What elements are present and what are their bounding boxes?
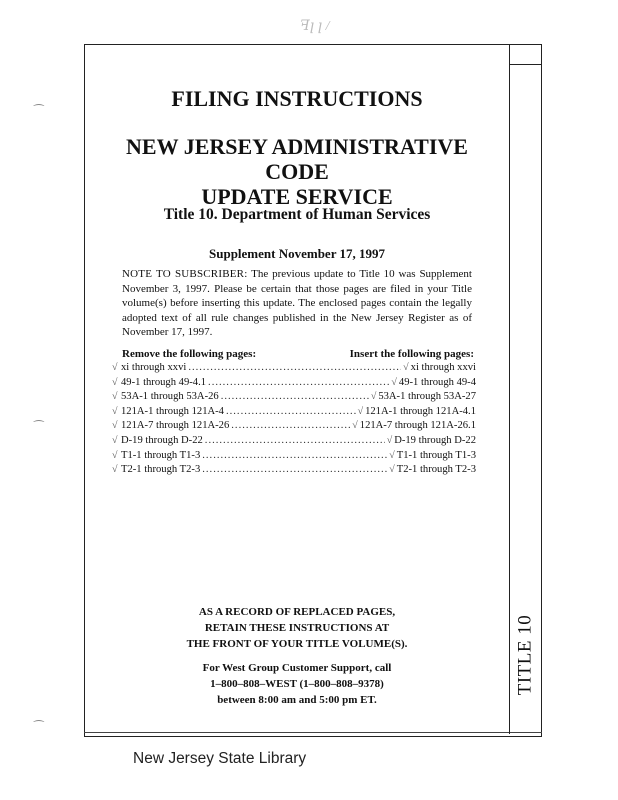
remove-pages: T1-1 through T1-3 xyxy=(121,449,201,461)
dot-leader xyxy=(188,361,401,376)
side-tab xyxy=(509,600,541,710)
supplement-date: Supplement November 17, 1997 xyxy=(209,246,385,261)
insert-pages: 121A-1 through 121A-4.1 xyxy=(365,405,476,417)
check-mark-icon: √ xyxy=(403,362,409,373)
insert-pages: xi through xxvi xyxy=(410,362,476,373)
check-mark-icon: √ xyxy=(389,464,395,476)
dot-leader xyxy=(208,376,389,391)
dot-leader xyxy=(202,449,387,464)
page-row xyxy=(112,463,476,478)
remove-pages: 121A-1 through 121A-4 xyxy=(121,405,224,417)
page-row xyxy=(112,376,476,391)
remove-header: Remove the following pages: xyxy=(122,348,257,360)
library-stamp: New Jersey State Library xyxy=(133,750,307,767)
page-row xyxy=(112,361,476,376)
code-title-line2: UPDATE SERVICE xyxy=(201,184,393,209)
note-label: NOTE TO SUBSCRIBER: xyxy=(122,268,248,280)
note-text: The previous update to Title 10 was Supplement November 3, 1997. Please be certain that those pages are filed in your Title volume(s) before inserting this update. The enclosed pages contain the legally adopted text of all rule changes published in the New Jersey Register as of November 17, 1997. xyxy=(122,268,472,338)
support-hours: between 8:00 am and 5:00 pm ET. xyxy=(217,694,377,706)
dot-leader xyxy=(226,405,356,420)
margin-mark-middle: ⁔ xyxy=(34,408,44,422)
handwritten-scribble: ꟻꞁ ꞁ / xyxy=(300,19,330,34)
code-title xyxy=(92,134,502,209)
check-mark-icon: √ xyxy=(357,405,364,417)
remove-pages: xi through xxvi xyxy=(121,362,187,373)
customer-support xyxy=(92,660,502,708)
remove-pages: D-19 through D-22 xyxy=(121,434,203,446)
code-title-line1: NEW JERSEY ADMINISTRATIVE CODE xyxy=(126,134,468,184)
check-mark-icon: √ xyxy=(112,391,118,403)
record-line2: RETAIN THESE INSTRUCTIONS AT xyxy=(204,622,390,634)
check-mark-icon: √ xyxy=(391,376,397,388)
check-mark-icon: √ xyxy=(389,449,395,461)
check-mark-icon: √ xyxy=(112,362,118,373)
check-mark-icon: √ xyxy=(112,464,118,476)
page-row xyxy=(112,419,476,434)
insert-pages: 121A-7 through 121A-26.1 xyxy=(359,420,476,432)
check-mark-icon: √ xyxy=(112,405,118,417)
page-row xyxy=(112,390,476,405)
page-row xyxy=(112,434,476,449)
check-mark-icon: √ xyxy=(386,434,393,446)
side-tab-label: TITLE 10 xyxy=(514,614,536,696)
department-title: Title 10. Department of Human Services xyxy=(163,206,431,223)
check-mark-icon: √ xyxy=(352,420,358,432)
remove-pages: T2-1 through T2-3 xyxy=(121,464,201,476)
dot-leader xyxy=(231,419,350,434)
remove-pages: 53A-1 through 53A-26 xyxy=(121,391,219,403)
page-title: FILING INSTRUCTIONS xyxy=(171,86,423,111)
check-mark-icon: √ xyxy=(112,434,118,446)
margin-mark-bottom: ⁔ xyxy=(34,708,44,722)
insert-pages: D-19 through D-22 xyxy=(394,434,476,446)
insert-pages: T1-1 through T1-3 xyxy=(396,449,476,461)
remove-pages: 49-1 through 49-4.1 xyxy=(121,376,207,388)
check-mark-icon: √ xyxy=(370,391,377,403)
record-line1: AS A RECORD OF REPLACED PAGES, xyxy=(198,606,396,618)
insert-pages: 53A-1 through 53A-27 xyxy=(378,391,476,403)
check-mark-icon: √ xyxy=(112,420,118,432)
dot-leader xyxy=(205,434,385,449)
pages-header xyxy=(122,348,474,360)
remove-pages: 121A-7 through 121A-26 xyxy=(121,420,230,432)
support-phone: 1–800–808–WEST (1–800–808–9378) xyxy=(210,678,384,690)
insert-pages: 49-1 through 49-4 xyxy=(398,376,476,388)
frame-bottom-rule xyxy=(84,732,542,733)
support-line1: For West Group Customer Support, call xyxy=(202,662,392,674)
insert-pages: T2-1 through T2-3 xyxy=(396,464,476,476)
page-row xyxy=(112,405,476,420)
dot-leader xyxy=(221,390,369,405)
check-mark-icon: √ xyxy=(112,449,118,461)
subscriber-note xyxy=(122,267,472,340)
check-mark-icon: √ xyxy=(112,376,118,388)
dot-leader xyxy=(202,463,387,478)
margin-mark-top: ⁔ xyxy=(34,92,44,106)
side-tab-top-rule xyxy=(509,64,541,65)
record-notice xyxy=(92,604,502,652)
page-row xyxy=(112,449,476,464)
insert-header: Insert the following pages: xyxy=(349,348,474,360)
pages-list xyxy=(112,361,476,478)
record-line3: THE FRONT OF YOUR TITLE VOLUME(S). xyxy=(186,638,408,650)
